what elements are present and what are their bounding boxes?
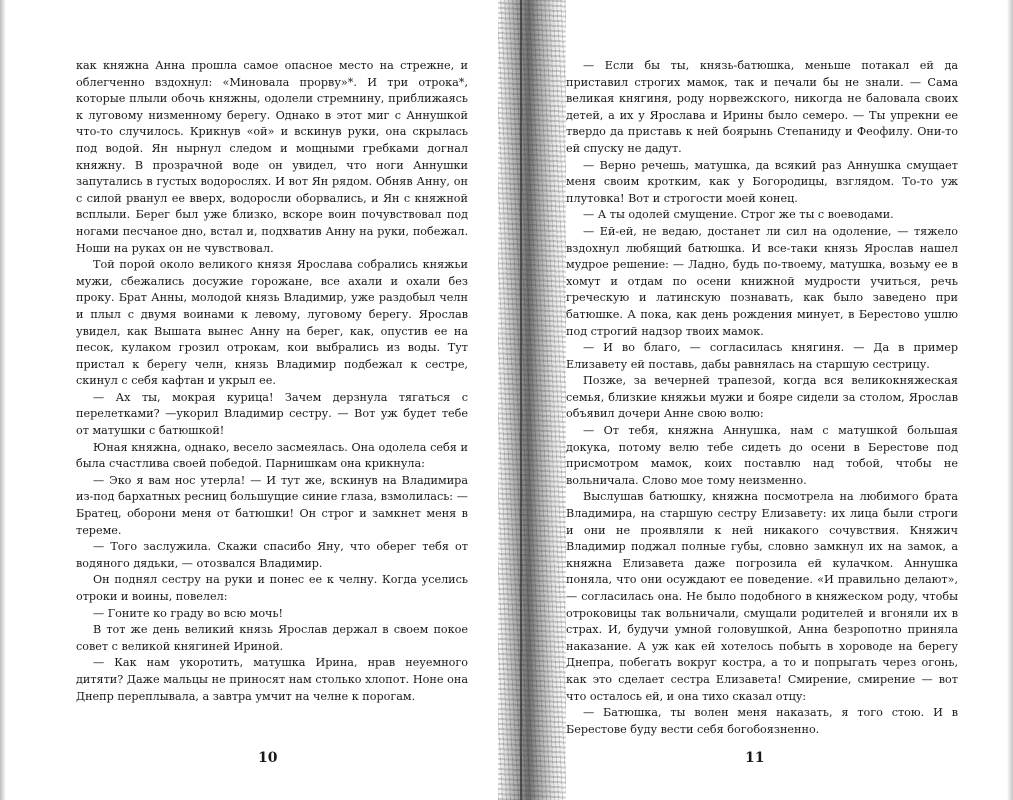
book-gutter <box>498 0 566 800</box>
paragraph: — Гоните ко граду во всю мочь! <box>93 606 284 620</box>
paragraph: Той порой около великого князя Ярослава собрались княжьи мужи, сбежались досужие горожане, все ахали и охали без проку. Брат Анны, молодой князь Владимир, уже раздобыл челн и плыл с двумя воинами к левому, луговому берегу. Ярослав увидел, как Вышата вынес Анну на берег, как, опустив ее на песок, кулаком грозил отрокам, кои выбрались из воды. Тут пристал к берегу челн, князь Владимир подбежал к сестре, скинул с себя кафтан и укрыл ее. <box>76 258 468 388</box>
paragraph: — Того заслужила. Скажи спасибо Яну, что оберег тебя от водяного дядьки, — отозвался Владимир. <box>76 540 468 570</box>
paragraph: как княжна Анна прошла самое опасное место на стрежне, и облегченно вздохнул: «Миновала прорву»*. И три отрока*, которые плыли обочь княжны, одолели стремнину, приближаясь к луговому низменному берегу. Однако в этот миг с Аннушкой что-то случилось. Крикнув «ой» и вскинув руки, она скрылась под водой. Ян нырнул следом и мощными гребками догнал княжну. В прозрачной воде он увидел, что ноги Аннушки запутались в густых водорослях. И вот Ян рядом. Обняв Анну, он с силой рванул ее вверх, водоросли оборвались, и Ян с княжной всплыли. Берег был уже близко, вскоре воин почувствовал под ногами песчаное дно, встал и, подхватив Анну на руки, побежал. Ноши на руках он не чувствовал. <box>76 59 468 255</box>
paragraph: — Ах ты, мокрая курица! Зачем дерзнула тягаться с перелетками? —укорил Владимир сестру. — Вот уж будет тебе от матушки с батюшкой! <box>76 390 468 438</box>
left-page-text <box>76 58 468 705</box>
paragraph: В тот же день великий князь Ярослав держал в своем покое совет с великой княгиней Ириной. <box>76 623 468 653</box>
paragraph: — Эко я вам нос утерла! — И тут же, вскинув на Владимира из-под бархатных ресниц большущие синие глаза, взмолилась: —Братец, оборони меня от батюшки! Он строг и замкнет меня в тереме. <box>76 473 468 537</box>
paragraph: Позже, за вечерней трапезой, когда вся великокняжеская семья, близкие княжьи мужи и бояре сидели за столом, Ярослав объявил дочери Анне свою волю: <box>566 374 958 421</box>
paragraph: Он поднял сестру на руки и понес ее к челну. Когда уселись отроки и воины, повелел: <box>76 573 468 603</box>
left-page-number: 10 <box>258 750 278 766</box>
left-page-edge <box>0 0 6 800</box>
paragraph: — Если бы ты, князь-батюшка, меньше потакал ей да приставил строгих мамок, так и печали бы не знали. — Сама великая княгиня, роду норвежского, никогда не баловала своих детей, а их у Ярослава и Ирины было семеро. — Ты упрекни ее твердо да приставь к ней боярынь Степаниду и Феофилу. Они-то ей спуску не дадут. <box>566 59 958 155</box>
paragraph: — И во благо, — согласилась княгиня. — Да в пример Елизавету ей поставь, дабы равнялась на старшую сестрицу. <box>566 341 958 371</box>
paragraph: Юная княжна, однако, весело засмеялась. Она одолела себя и была счастлива своей победой. Парнишкам она крикнула: <box>76 440 468 471</box>
paragraph: — Верно речешь, матушка, да всякий раз Аннушка смущает меня своим кротким, как у Богородицы, взглядом. То-то уж плутовка! Вот и строгости моей конец. <box>566 158 958 205</box>
paragraph: — Батюшка, ты волен меня наказать, я того стою. И в Берестове буду вести себя богобоязненно. <box>566 706 958 736</box>
right-page-text <box>566 58 958 738</box>
paragraph: — А ты одолей смущение. Строг же ты с воеводами. <box>583 208 894 222</box>
paragraph: — Как нам укоротить, матушка Ирина, нрав неуемного дитяти? Даже мальцы не приносят нам столько хлопот. Ноне она Днепр переплывала, а завтра умчит на челне к порогам. <box>76 656 468 703</box>
paragraph: — От тебя, княжна Аннушка, нам с матушкой большая докука, потому велю тебе сидеть до осени в Берестове под присмотром мамок, коих поставлю над тобой, чтобы не вольничала. Слово мое тому неизменно. <box>566 424 958 487</box>
paragraph: — Ей-ей, не ведаю, достанет ли сил на одоление, — тяжело вздохнул любящий батюшка. И все-таки князь Ярослав нашел мудрое решение: — Ладно, будь по-твоему, матушка, возьму ее в хомут и отдам по осени книжной мудрости учиться, речь греческую и латинскую познавать, как было заведено при батюшке. А пока, как день рождения минует, в Берестово ушлю под строгий надзор твоих мамок. <box>566 224 958 338</box>
right-page-number: 11 <box>745 750 765 766</box>
gutter-fold-line <box>520 0 522 800</box>
paragraph: Выслушав батюшку, княжна посмотрела на любимого брата Владимира, на старшую сестру Елизавету: их лица были строги и они не проявляли к ней никакого сочувствия. Княжич Владимир поджал полные губы, словно замкнул их на замок, а княжна Елизавета даже погрозила ей кулачком. Аннушка поняла, что они осуждают ее поведение. «И правильно делают», — согласилась она. Не было подобного в княжеском роду, чтобы отроковицы так вольничали, смущали родителей и вгоняли их в страх. И, будучи умной головушкой, Анна безропотно приняла наказание. А уж как ей хотелось побыть в хороводе на берегу Днепра, побегать вокруг костра, а то и попрыгать через огонь, как это сделает сестра Елизавета! Смирение, смирение — вот что осталось ей, и она тихо сказал отцу: <box>566 490 958 703</box>
right-page-edge <box>1007 0 1013 800</box>
